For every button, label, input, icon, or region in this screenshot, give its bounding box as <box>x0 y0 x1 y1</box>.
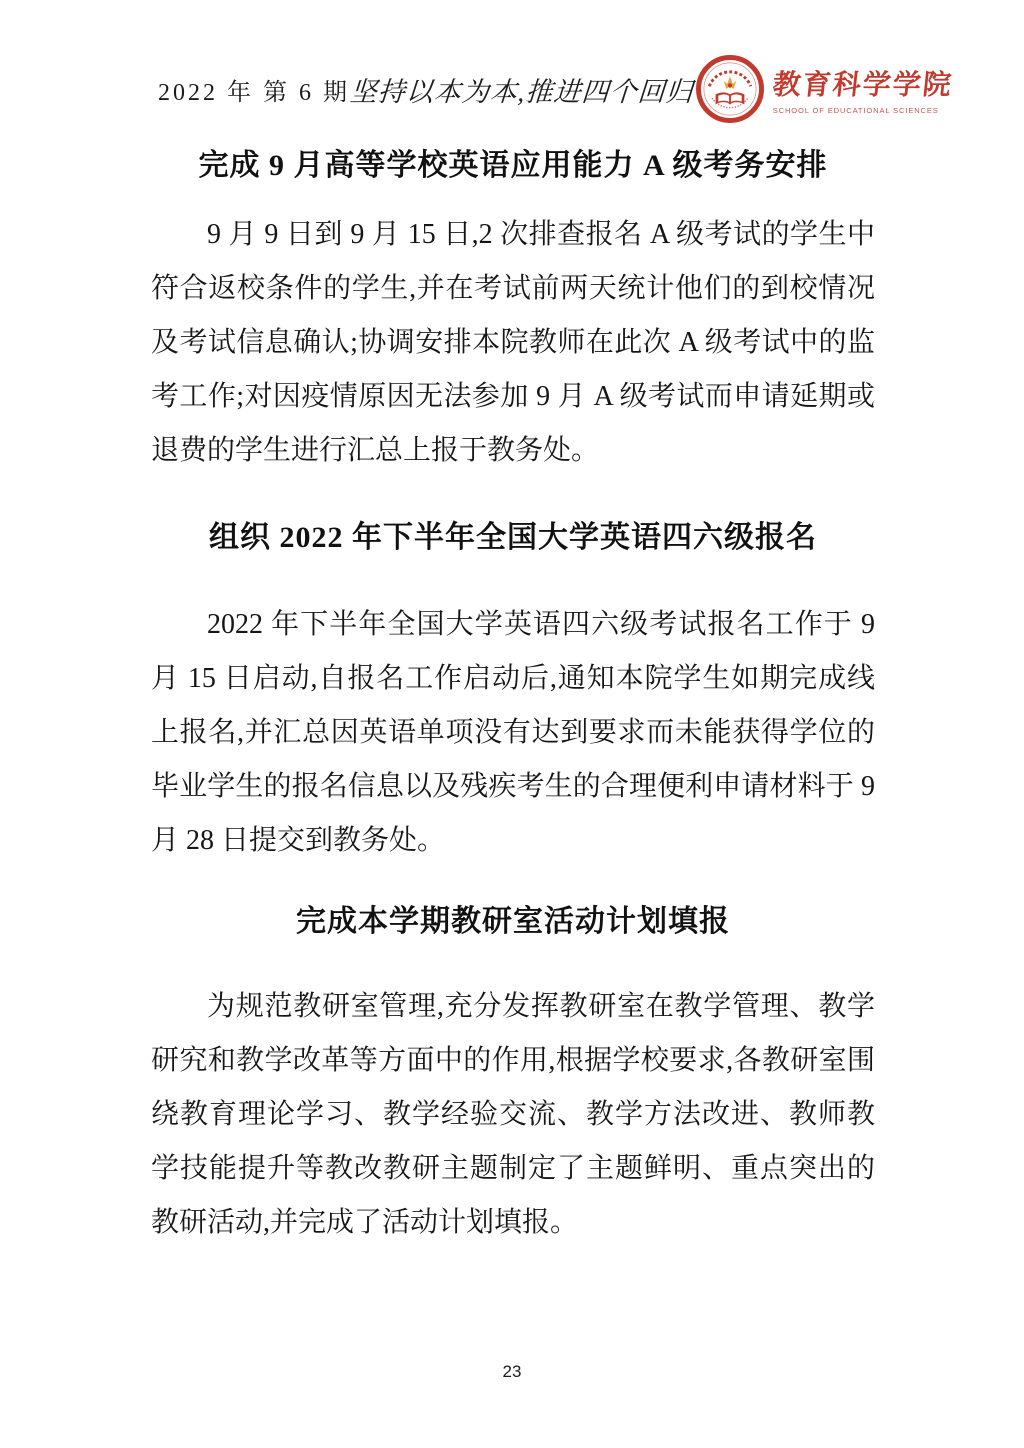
school-name-block <box>770 63 955 115</box>
document-body <box>151 144 875 1250</box>
school-logo <box>694 53 953 125</box>
school-seal-icon <box>694 53 766 125</box>
issue-label: 2022 年 第 6 期 <box>158 79 350 106</box>
school-name-en: SCHOOL OF EDUCATIONAL SCIENCES <box>772 106 939 115</box>
section-body-a-level-exam: 9 月 9 日到 9 月 15 日,2 次排查报名 A 级考试的学生中符合返校条件的学生,并在考试前两天统计他们的到校情况及考试信息确认;协调安排本院教师在此次 A 级考试中的监考工作;对因疫情原因无法参加 9 月 A 级考试而申请延期或退费的学生进行汇总上报于教务处。 <box>151 219 875 466</box>
school-name-cn: 教育科学学院 <box>770 70 955 101</box>
page-header <box>0 0 1024 128</box>
section-title-cet-registration: 组织 2022 年下半年全国大学英语四六级报名 <box>209 521 817 554</box>
section-title-a-level-exam: 完成 9 月高等学校英语应用能力 A 级考务安排 <box>198 149 828 182</box>
page-number: 23 <box>502 1362 522 1381</box>
section-body-teaching-office-plan: 为规范教研室管理,充分发挥教研室在教学管理、教学研究和教学改革等方面中的作用,根据学校要求,各教研室围绕教育理论学习、教学经验交流、教学方法改进、教师教学技能提升等教改教研主题制定了主题鲜明、重点突出的教研活动,并完成了活动计划填报。 <box>151 991 875 1238</box>
section-title-teaching-office-plan: 完成本学期教研室活动计划填报 <box>296 905 730 938</box>
header-motto: 坚持以本为本,推进四个回归 <box>348 76 695 107</box>
section-body-cet-registration: 2022 年下半年全国大学英语四六级考试报名工作于 9 月 15 日启动,自报名工作启动后,通知本院学生如期完成线上报名,并汇总因英语单项没有达到要求而未能获得学位的毕业学生的报名信息以及残疾考生的合理便利申请材料于 9 月 28 日提交到教务处。 <box>151 609 875 856</box>
